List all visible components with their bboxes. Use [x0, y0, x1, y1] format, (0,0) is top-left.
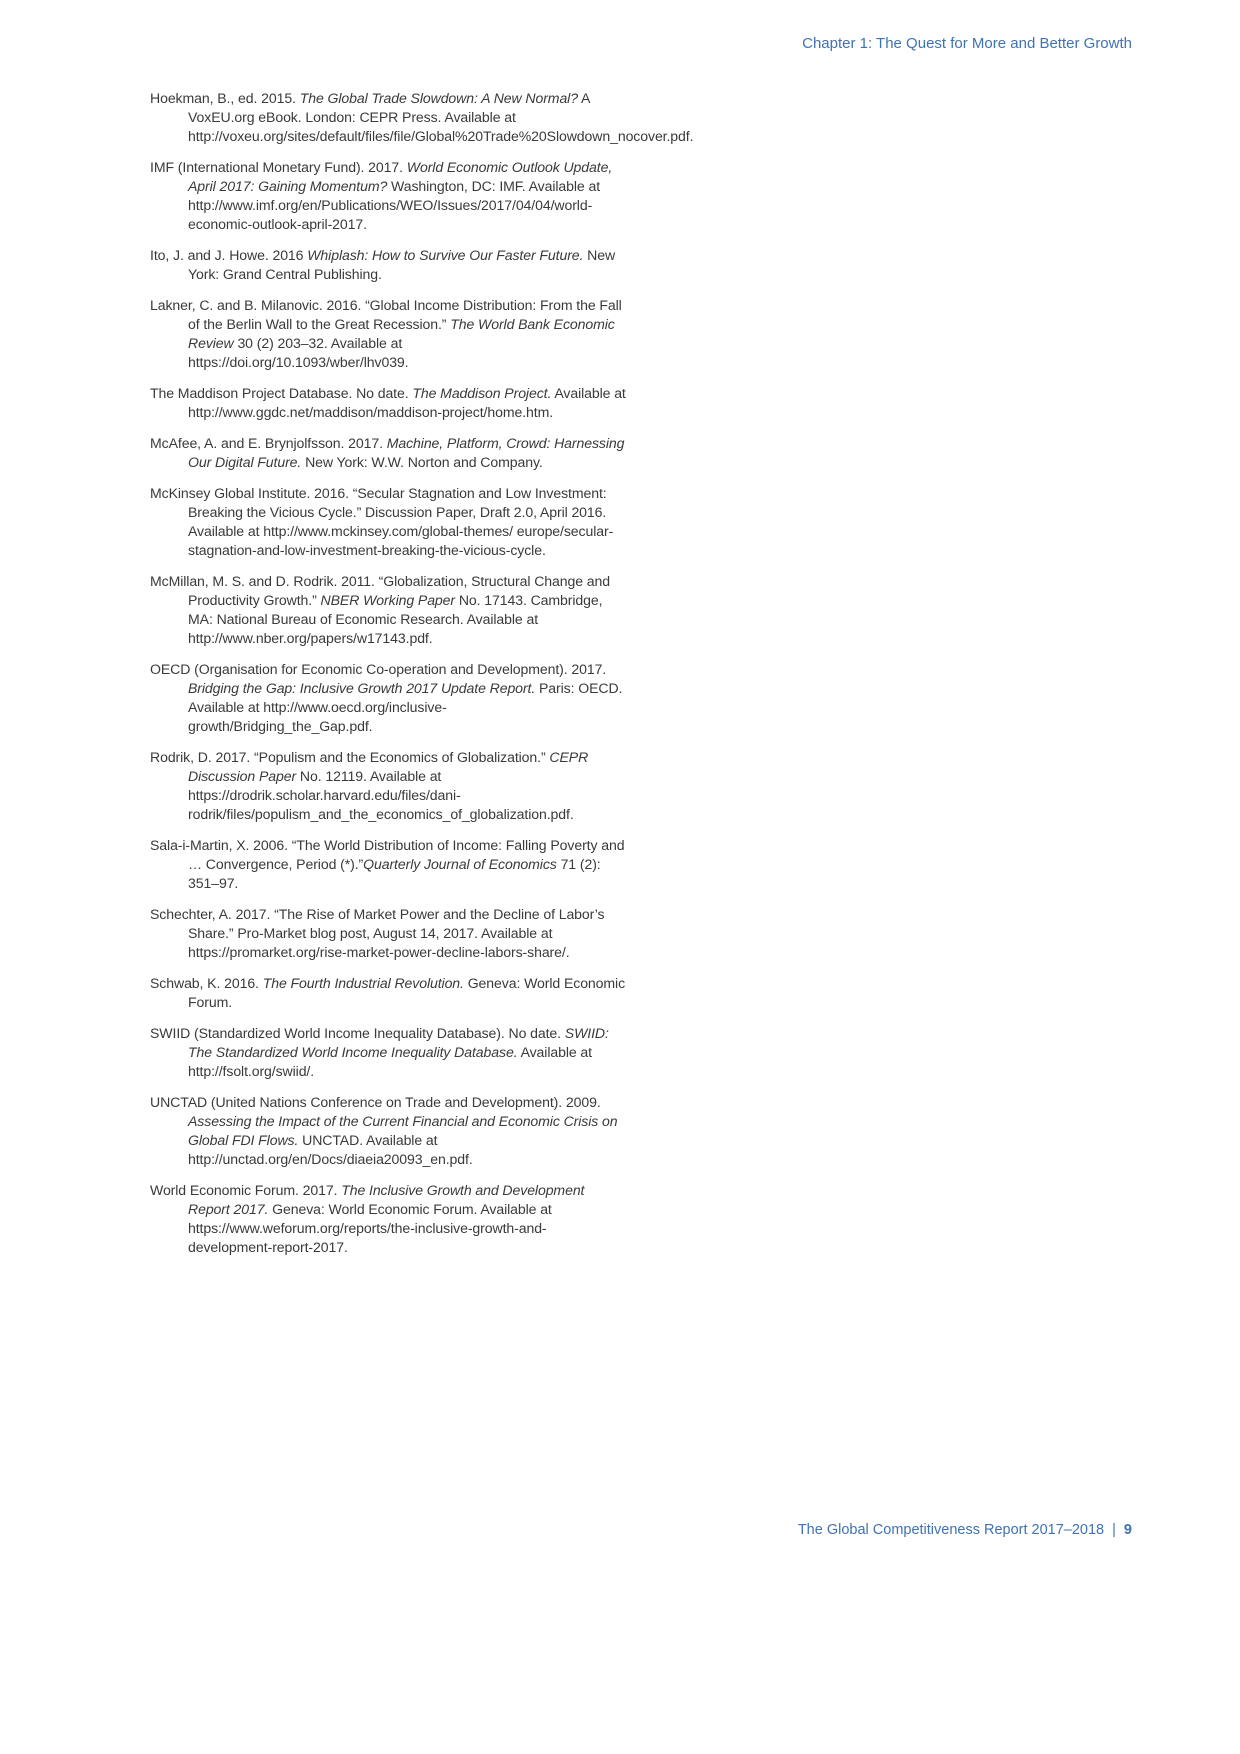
reference-item: Lakner, C. and B. Milanovic. 2016. “Global Income Distribution: From the Fall of the Berlin Wall to the Great Recession.” The World Bank Economic Review 30 (2) 203–32. Available at https://doi.org/10.1093/wber/lhv039. — [150, 297, 622, 370]
reference-item: Hoekman, B., ed. 2015. The Global Trade Slowdown: A New Normal? A VoxEU.org eBook. London: CEPR Press. Available at http://voxeu.org/sites/default/files/file/Global%20Trade%20Slowdown_nocover.pdf. — [150, 90, 694, 144]
reference-item: Schwab, K. 2016. The Fourth Industrial Revolution. Geneva: World Economic Forum. — [150, 975, 626, 1010]
reference-item: Sala-i-Martin, X. 2006. “The World Distribution of Income: Falling Poverty and … Convergence, Period (*).”Quarterly Journal of Economics 71 (2): 351–97. — [150, 837, 625, 891]
reference-item: McKinsey Global Institute. 2016. “Secular Stagnation and Low Investment: Breaking the Vicious Cycle.” Discussion Paper, Draft 2.0, April 2016. Available at http://www.mckinsey.com/global-themes/ europe/secular-stagnation-and-low-investment-breaking-the-vicious-cycle. — [150, 485, 614, 558]
reference-item: Rodrik, D. 2017. “Populism and the Economics of Globalization.” CEPR Discussion Paper No. 12119. Available at https://drodrik.scholar.harvard.edu/files/dani-rodrik/files/populism_and_the_economics_of_globalization.pdf. — [150, 749, 589, 822]
page-footer — [798, 1522, 1132, 1538]
reference-item: The Maddison Project Database. No date. The Maddison Project. Available at http://www.ggdc.net/maddison/maddison-project/home.htm. — [150, 385, 626, 420]
reference-item: Schechter, A. 2017. “The Rise of Market Power and the Decline of Labor’s Share.” Pro-Market blog post, August 14, 2017. Available at https://promarket.org/rise-market-power-decline-labors-share/. — [150, 906, 605, 960]
reference-item: SWIID (Standardized World Income Inequality Database). No date. SWIID: The Standardized World Income Inequality Database. Available at http://fsolt.org/swiid/. — [150, 1025, 609, 1079]
page-number: 9 — [1123, 1522, 1132, 1538]
reference-item: IMF (International Monetary Fund). 2017. World Economic Outlook Update, April 2017: Gaining Momentum? Washington, DC: IMF. Available at http://www.imf.org/en/Publications/WEO/Issues/2017/04/04/world-economic-outlook-april-2017. — [150, 159, 613, 232]
reference-item: World Economic Forum. 2017. The Inclusive Growth and Development Report 2017. Geneva: World Economic Forum. Available at https://www.weforum.org/reports/the-inclusive-growth-and-development-report-2017. — [150, 1182, 585, 1255]
reference-item: McMillan, M. S. and D. Rodrik. 2011. “Globalization, Structural Change and Productivity Growth.” NBER Working Paper No. 17143. Cambridge, MA: National Bureau of Economic Research. Available at http://www.nber.org/papers/w17143.pdf. — [150, 573, 610, 646]
reference-item: McAfee, A. and E. Brynjolfsson. 2017. Machine, Platform, Crowd: Harnessing Our Digital Future. New York: W.W. Norton and Company. — [150, 435, 625, 470]
chapter-title: Chapter 1: The Quest for More and Better Growth — [802, 35, 1132, 52]
reference-list — [150, 89, 694, 1269]
footer-separator: | — [1112, 1522, 1116, 1538]
reference-item: OECD (Organisation for Economic Co-operation and Development). 2017. Bridging the Gap: Inclusive Growth 2017 Update Report. Paris: OECD. Available at http://www.oecd.org/inclusive-growth/Bridging_the_Gap.pdf. — [150, 661, 623, 734]
report-title: The Global Competitiveness Report 2017–2018 — [797, 1522, 1105, 1538]
reference-item: Ito, J. and J. Howe. 2016 Whiplash: How to Survive Our Faster Future. New York: Grand Central Publishing. — [150, 247, 616, 282]
reference-item: UNCTAD (United Nations Conference on Trade and Development). 2009. Assessing the Impact of the Current Financial and Economic Crisis on Global FDI Flows. UNCTAD. Available at http://unctad.org/en/Docs/diaeia20093_en.pdf. — [150, 1094, 618, 1167]
